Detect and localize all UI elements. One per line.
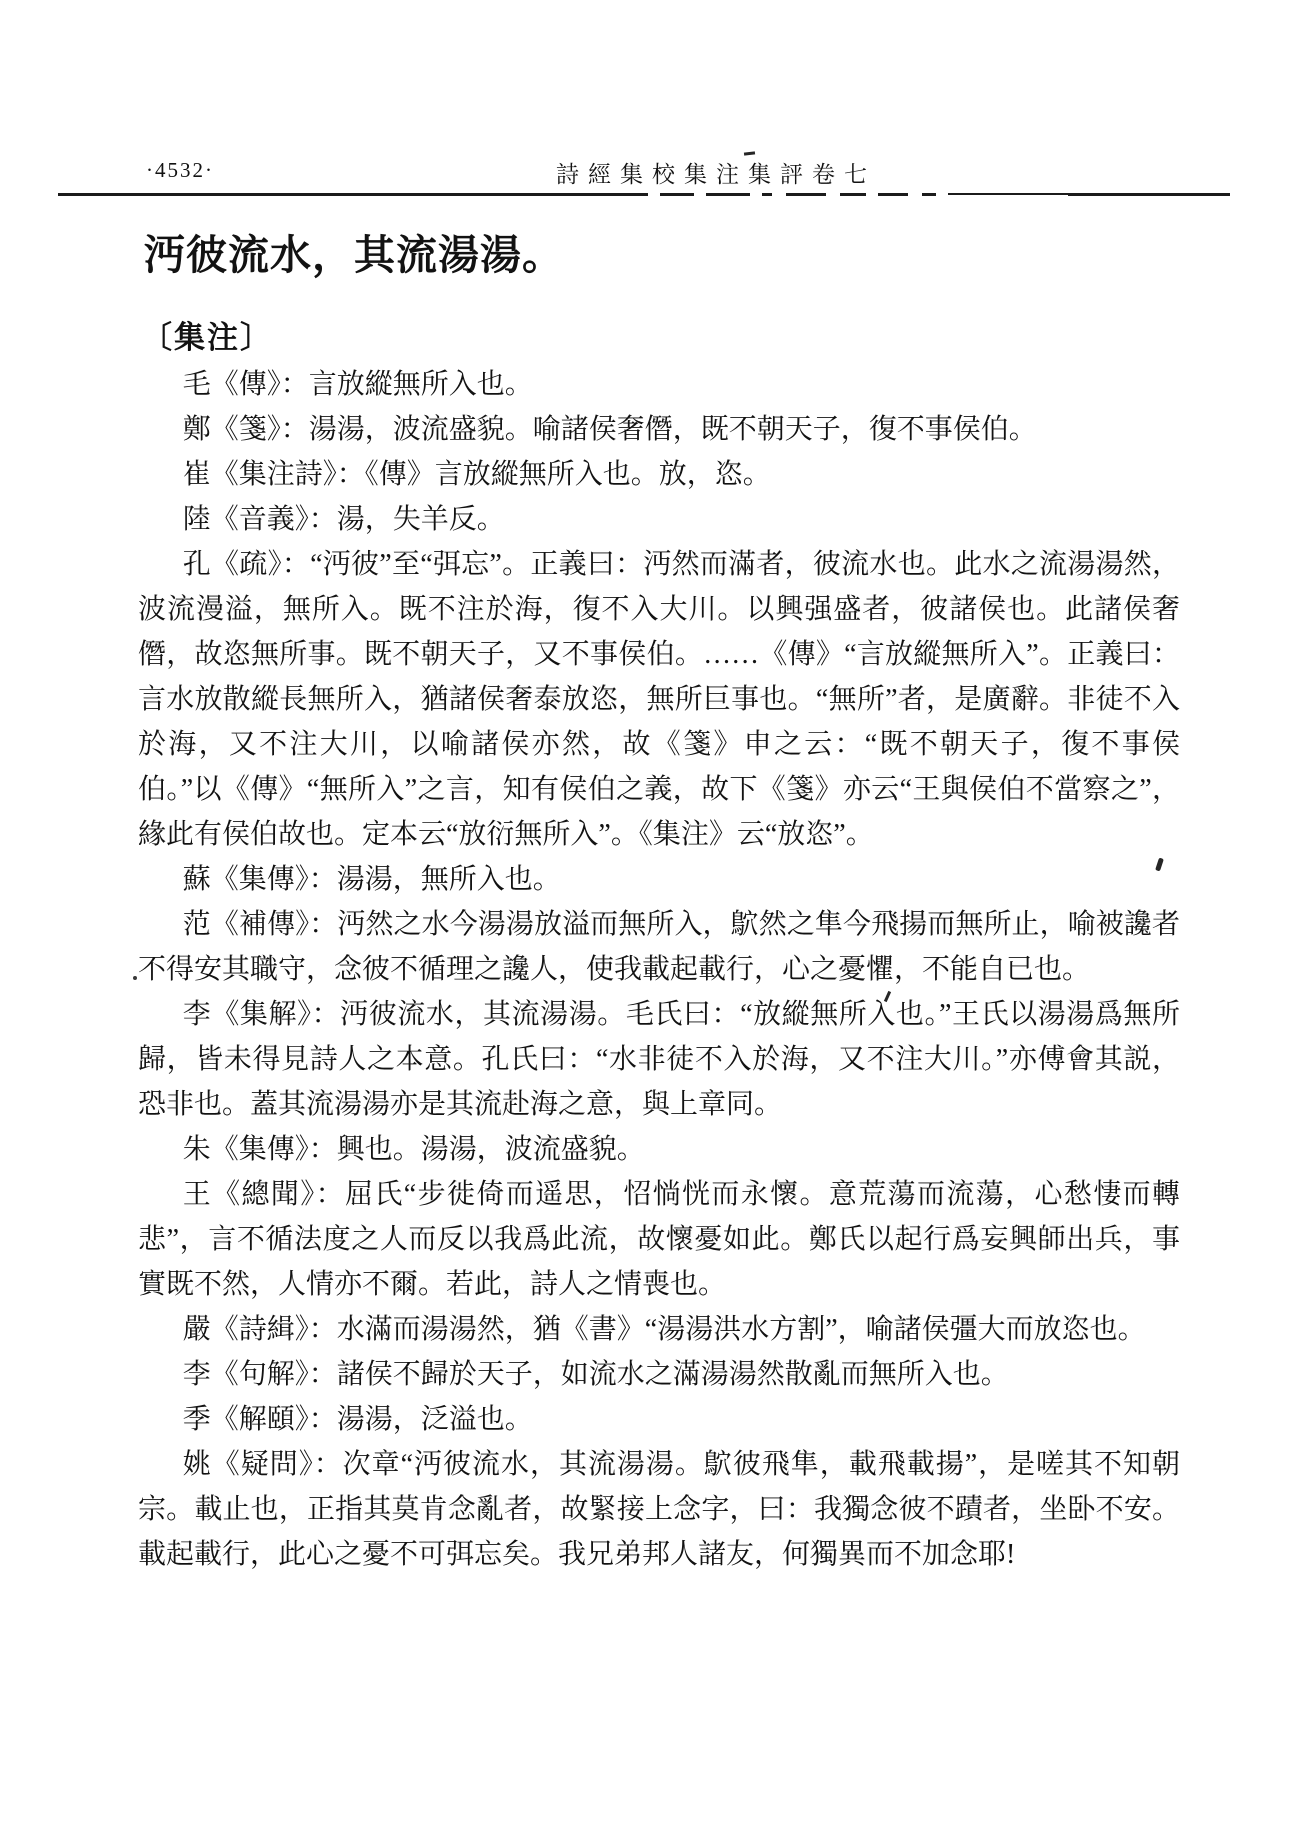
section-label: 〔集注〕: [141, 320, 273, 355]
annotation-paragraph: 范《補傳》：沔然之水今湯湯放溢而無所入，鴥然之隼今飛揚而無所止，喻被讒者不得安其職守，念彼不循理之讒人，使我載起載行，心之憂懼，不能自已也。: [138, 909, 1180, 985]
running-title: 詩經集校集注集評卷七: [556, 162, 876, 187]
annotation-paragraph: 鄭《箋》：湯湯，波流盛貌。喻諸侯奢僭，既不朝天子，復不事侯伯。: [182, 414, 1037, 445]
verse-heading: 沔彼流水，其流湯湯。: [144, 232, 564, 278]
annotation-paragraph: 季《解頤》：湯湯，泛溢也。: [182, 1404, 533, 1435]
annotation-paragraph: 蘇《集傳》：湯湯，無所入也。: [182, 864, 561, 895]
annotation-paragraph: 王《總聞》：屈氏“步徙倚而遥思，怊惝恍而永懷。意荒蕩而流蕩，心愁悽而轉悲”，言不循法度之人而反以我爲此流，故懷憂如此。鄭氏以起行爲妄興師出兵，事實既不然，人情亦不爾。若此，詩人之情喪也。: [138, 1179, 1180, 1300]
annotation-paragraph: 孔《疏》：“沔彼”至“弭忘”。正義曰：沔然而滿者，彼流水也。此水之流湯湯然，波流漫溢，無所入。既不注於海，復不入大川。以興强盛者，彼諸侯也。此諸侯奢僭，故恣無所事。既不朝天子，又不事侯伯。……《傳》“言放縱無所入”。正義曰：言水放散縱長無所入，猶諸侯奢泰放恣，無所巨事也。“無所”者，是廣辭。非徒不入於海，又不注大川，以喻諸侯亦然，故《箋》申之云：“既不朝天子，復不事侯伯。”以《傳》“無所入”之言，知有侯伯之義，故下《箋》亦云“王與侯伯不當察之”，緣此有侯伯故也。定本云“放衍無所入”。《集注》云“放恣”。: [138, 549, 1180, 850]
annotation-paragraph: 姚《疑問》：次章“沔彼流水，其流湯湯。鴥彼飛隼，載飛載揚”，是嗟其不知朝宗。載止也，正指其莫肯念亂者，故緊接上念字，曰：我獨念彼不蹟者，坐卧不安。載起載行，此心之憂不可弭忘矣。我兄弟邦人諸友，何獨異而不加念耶!: [138, 1449, 1180, 1570]
header-rule: [0, 193, 1300, 198]
annotation-paragraph: 朱《集傳》：興也。湯湯，波流盛貌。: [182, 1134, 645, 1165]
scan-artifact: [133, 976, 137, 980]
annotation-paragraph: 崔《集注詩》：《傳》言放縱無所入也。放，恣。: [182, 459, 771, 490]
scan-artifact: [744, 151, 755, 155]
annotation-paragraph: 陸《音義》：湯，失羊反。: [182, 504, 505, 535]
annotation-paragraph: 嚴《詩緝》：水滿而湯湯然，猶《書》“湯湯洪水方割”，喻諸侯彊大而放恣也。: [182, 1314, 1146, 1345]
annotation-paragraph: 李《集解》：沔彼流水，其流湯湯。毛氏曰：“放縱無所入也。”王氏以湯湯爲無所歸，皆未得見詩人之本意。孔氏曰：“水非徒不入於海，又不注大川。”亦傅會其説，恐非也。蓋其流湯湯亦是其流赴海之意，與上章同。: [138, 999, 1180, 1120]
annotations-body: [138, 362, 1180, 1577]
page-number: ·4532·: [146, 158, 214, 182]
annotation-paragraph: 李《句解》：諸侯不歸於天子，如流水之滿湯湯然散亂而無所入也。: [182, 1359, 1009, 1390]
annotation-paragraph: 毛《傳》：言放縱無所入也。: [182, 369, 533, 400]
